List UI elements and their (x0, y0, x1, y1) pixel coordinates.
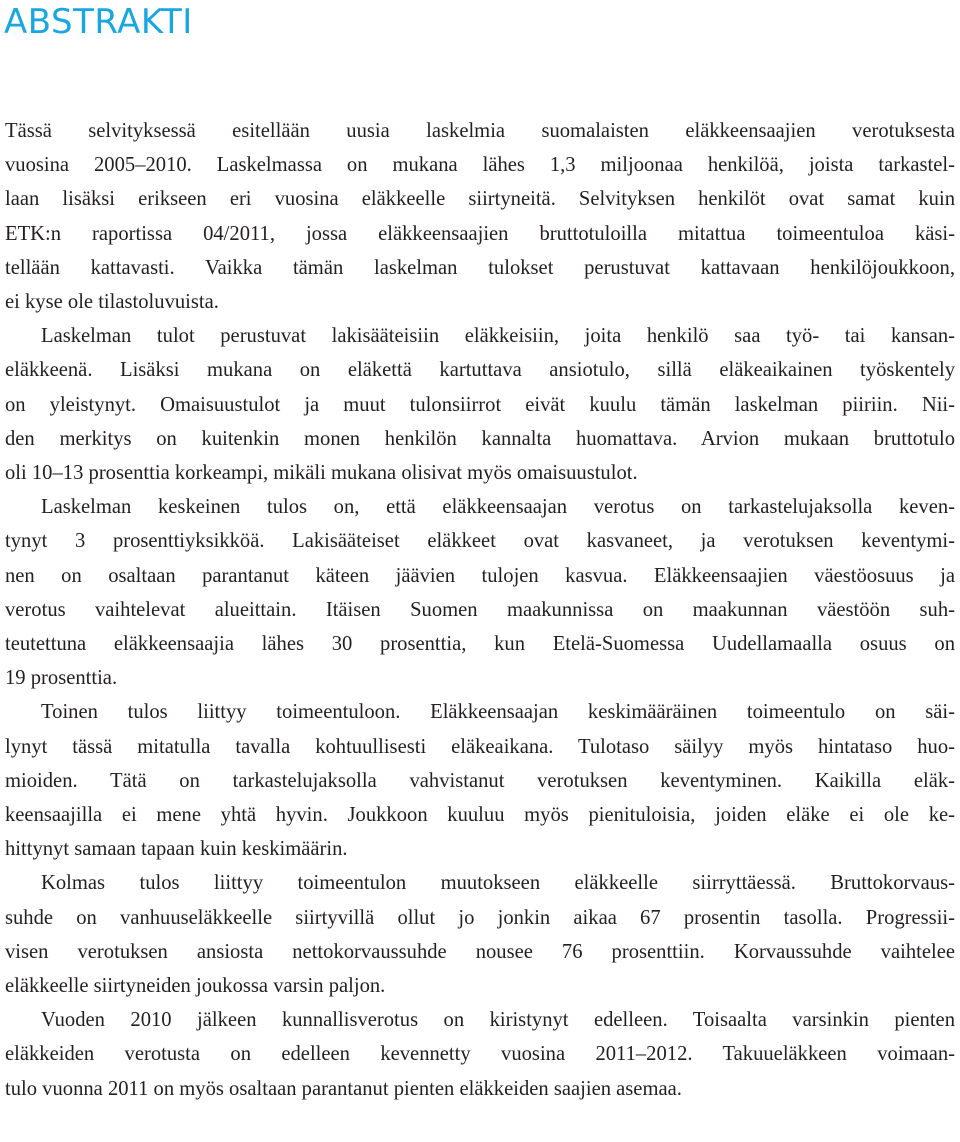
text-line: suhde on vanhuuseläkkeelle siirtyvillä ollut jo jonkin aikaa 67 prosentin tasolla. Progressii- (5, 906, 955, 929)
text-line: nen on osaltaan parantanut käteen jäävien tulojen kasvua. Eläkkeensaajien väestöosuus ja (5, 564, 955, 587)
text-line: Toinen tulos liittyy toimeentuloon. Eläkkeensaajan keskimääräinen toimeentulo on säi- (41, 701, 955, 724)
text-line: Kolmas tulos liittyy toimeentulon muutokseen eläkkeelle siirryttäessä. Bruttokorvaus- (41, 872, 955, 895)
text-line: lynyt tässä mitatulla tavalla kohtuullisesti eläkeaikana. Tulotaso säilyy myös hintataso huo- (5, 735, 955, 758)
text-line: vuosina 2005–2010. Laskelmassa on mukana lähes 1,3 miljoonaa henkilöä, joista tarkastel- (5, 154, 955, 177)
abstract-body (5, 114, 955, 1106)
text-line: den merkitys on kuitenkin monen henkilön kannalta huomattava. Arvion mukaan bruttotulo (5, 427, 955, 450)
text-line: verotus vaihtelevat alueittain. Itäisen Suomen maakunnissa on maakunnan väestöön suh- (5, 598, 955, 621)
text-line: tynyt 3 prosenttiyksikköä. Lakisääteiset eläkkeet ovat kasvaneet, ja verotuksen keventymi- (5, 530, 955, 553)
text-line: ei kyse ole tilastoluvuista. (5, 291, 219, 314)
text-line: visen verotuksen ansiosta nettokorvaussuhde nousee 76 prosenttiin. Korvaussuhde vaihtelee (5, 940, 955, 963)
paragraph (5, 695, 955, 866)
paragraph (5, 319, 955, 490)
text-line: Tässä selvityksessä esitellään uusia laskelmia suomalaisten eläkkeensaajien verotuksesta (5, 120, 955, 142)
text-line: ETK:n raportissa 04/2011, jossa eläkkeensaajien bruttotuloilla mitattua toimeentuloa käsi- (5, 222, 955, 245)
text-line: eläkkeiden verotusta on edelleen kevennetty vuosina 2011–2012. Takuueläkkeen voimaan- (5, 1043, 955, 1066)
page-title: ABSTRAKTI (4, 2, 193, 42)
paragraph (5, 114, 955, 319)
text-line: Vuoden 2010 jälkeen kunnallisverotus on kiristynyt edelleen. Toisaalta varsinkin pienten (41, 1009, 955, 1032)
text-line: eläkkeenä. Lisäksi mukana on eläkettä kartuttava ansiotulo, sillä eläkeaikainen työskentely (5, 359, 955, 382)
text-line: keensaajilla ei mene yhtä hyvin. Joukkoon kuuluu myös pienituloisia, joiden eläke ei ole ke- (5, 804, 955, 827)
text-line: 19 prosenttia. (5, 667, 118, 690)
paragraph (5, 866, 955, 1003)
text-line: on yleistynyt. Omaisuustulot ja muut tulonsiirrot eivät kuulu tämän laskelman piiriin. Nii- (5, 393, 955, 416)
text-line: mioiden. Tätä on tarkastelujaksolla vahvistanut verotuksen keventyminen. Kaikilla eläk- (5, 769, 955, 792)
text-line: tellään kattavasti. Vaikka tämän laskelman tulokset perustuvat kattavaan henkilöjoukkoon, (5, 256, 955, 279)
text-line: oli 10–13 prosenttia korkeampi, mikäli mukana olisivat myös omaisuustulot. (5, 462, 638, 485)
text-line: tulo vuonna 2011 on myös osaltaan parantanut pienten eläkkeiden saajien asemaa. (5, 1077, 682, 1100)
text-line: laan lisäksi erikseen eri vuosina eläkkeelle siirtyneitä. Selvityksen henkilöt ovat samat kuin (5, 188, 955, 211)
text-line: teutettuna eläkkeensaajia lähes 30 prosenttia, kun Etelä-Suomessa Uudellamaalla osuus on (5, 633, 955, 656)
text-line: eläkkeelle siirtyneiden joukossa varsin paljon. (5, 975, 386, 998)
paragraph (5, 1003, 955, 1106)
paragraph (5, 490, 955, 695)
text-line: Laskelman tulot perustuvat lakisääteisiin eläkkeisiin, joita henkilö saa työ- tai kansan- (41, 325, 955, 348)
text-line: Laskelman keskeinen tulos on, että eläkkeensaajan verotus on tarkastelujaksolla keven- (41, 496, 955, 519)
text-line: hittynyt samaan tapaan kuin keskimäärin. (5, 838, 348, 861)
